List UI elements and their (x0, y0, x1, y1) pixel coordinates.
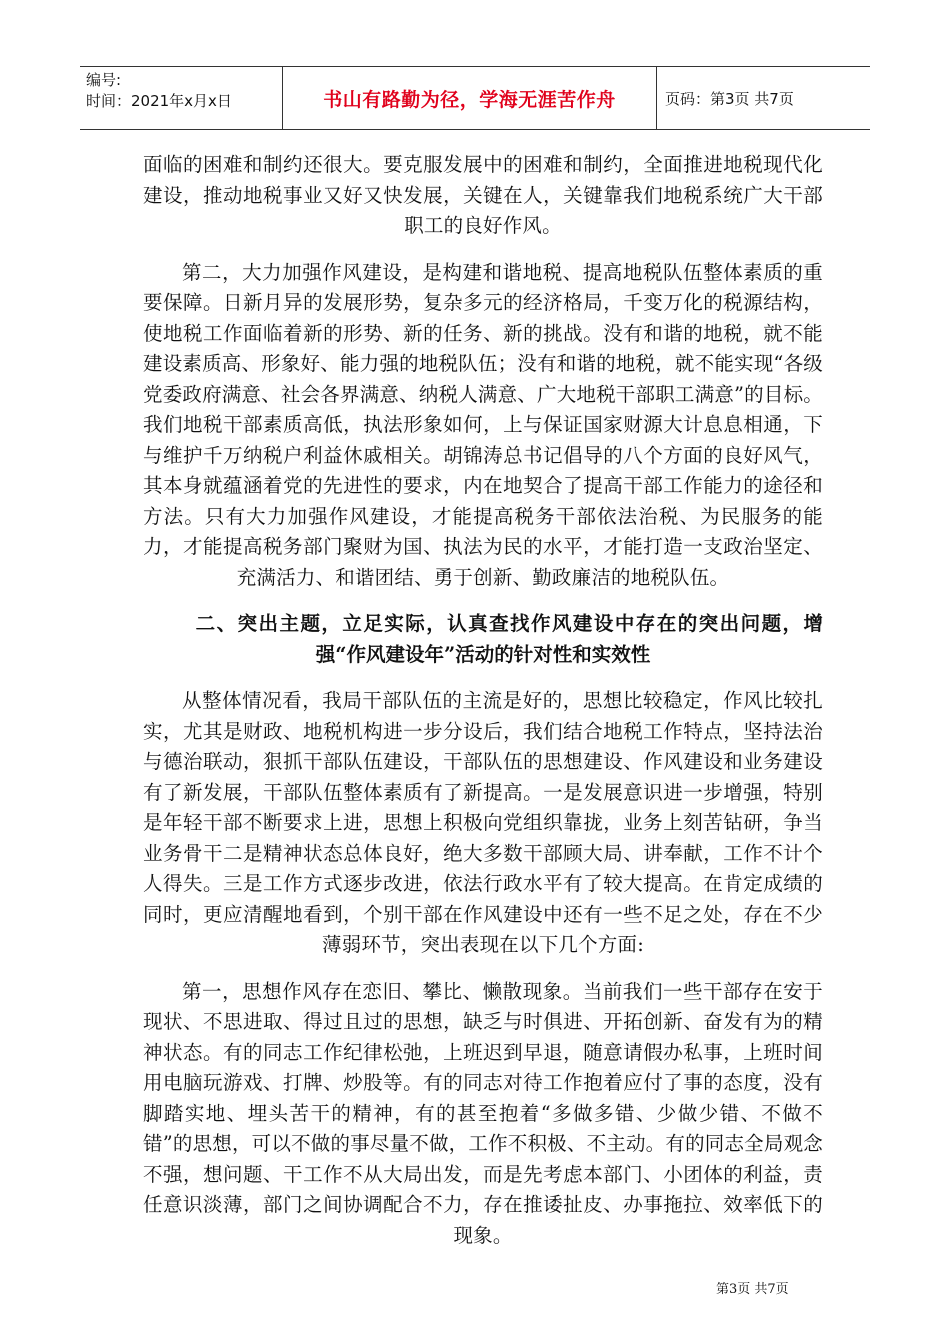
paragraph-overall-situation: 从整体情况看，我局干部队伍的主流是好的，思想比较稳定，作风比较扎实，尤其是财政、地税机构进一步分设后，我们结合地税工作特点，坚持法治与德治联动，狠抓干部队伍建设，干部队伍的思想建设、作风建设和业务建设有了新发展，干部队伍整体素质有了新提高。一是发展意识进一步增强，特别是年轻干部不断要求上进，思想上积极向党组织靠拢，业务上刻苦钻研，争当业务骨干二是精神状态总体良好，绝大多数干部顾大局、讲奉献，工作不计个人得失。三是工作方式逐步改进，依法行政水平有了较大提高。在肯定成绩的同时，更应清醒地看到，个别干部在作风建设中还有一些不足之处，存在不少薄弱环节，突出表现在以下几个方面: (143, 689, 823, 956)
section-heading-two: 二、突出主题，立足实际，认真查找作风建设中存在的突出问题，增强“作风建设年”活动的针对性和实效性 (195, 612, 823, 666)
header-meta-cell (80, 67, 283, 129)
header-motto-cell (283, 67, 657, 129)
footer-page-number: 第3页 共7页 (716, 1282, 789, 1297)
header-page-cell (657, 67, 870, 129)
document-header (80, 66, 870, 130)
document-date-label: 时间：2021年x月x日 (86, 92, 232, 110)
header-page-info: 页码：第3页 共7页 (665, 89, 794, 108)
paragraph-first-problem: 第一，思想作风存在恋旧、攀比、懒散现象。当前我们一些干部存在安于现状、不思进取、得过且过的思想，缺乏与时俱进、开拓创新、奋发有为的精神状态。有的同志工作纪律松弛，上班迟到早退，随意请假办私事，上班时间用电脑玩游戏、打牌、炒股等。有的同志对待工作抱着应付了事的态度，没有脚踏实地、埋头苦干的精神，有的甚至抱着“多做多错、少做少错、不做不错”的思想，可以不做的事尽量不做，工作不积极、不主动。有的同志全局观念不强，想问题、干工作不从大局出发，而是先考虑本部门、小团体的利益，责任意识淡薄，部门之间协调配合不力，存在推诿扯皮、办事拖拉、效率低下的现象。 (143, 979, 823, 1247)
document-body (143, 150, 823, 1251)
document-number-label: 编号: (86, 71, 122, 89)
paragraph-second-point: 第二，大力加强作风建设，是构建和谐地税、提高地税队伍整体素质的重要保障。日新月异的发展形势，复杂多元的经济格局，千变万化的税源结构，使地税工作面临着新的形势、新的任务、新的挑战。没有和谐的地税，就不能建设素质高、形象好、能力强的地税队伍；没有和谐的地税，就不能实现“各级党委政府满意、社会各界满意、纳税人满意、广大地税干部职工满意”的目标。我们地税干部素质高低，执法形象如何，上与保证国家财源大计息息相通，下与维护千万纳税户利益休戚相关。胡锦涛总书记倡导的八个方面的良好风气，其本身就蕴涵着党的先进性的要求，内在地契合了提高干部工作能力的途径和方法。只有大力加强作风建设，才能提高税务干部依法治税、为民服务的能力，才能提高税务部门聚财为国、执法为民的水平，才能打造一支政治坚定、充满活力、和谐团结、勇于创新、勤政廉洁的地税队伍。 (143, 260, 823, 589)
header-motto: 书山有路勤为径，学海无涯苦作舟 (323, 88, 616, 111)
paragraph-continuation: 面临的困难和制约还很大。要克服发展中的困难和制约，全面推进地税现代化建设，推动地税事业又好又快发展，关键在人，关键靠我们地税系统广大干部职工的良好作风。 (143, 153, 823, 237)
